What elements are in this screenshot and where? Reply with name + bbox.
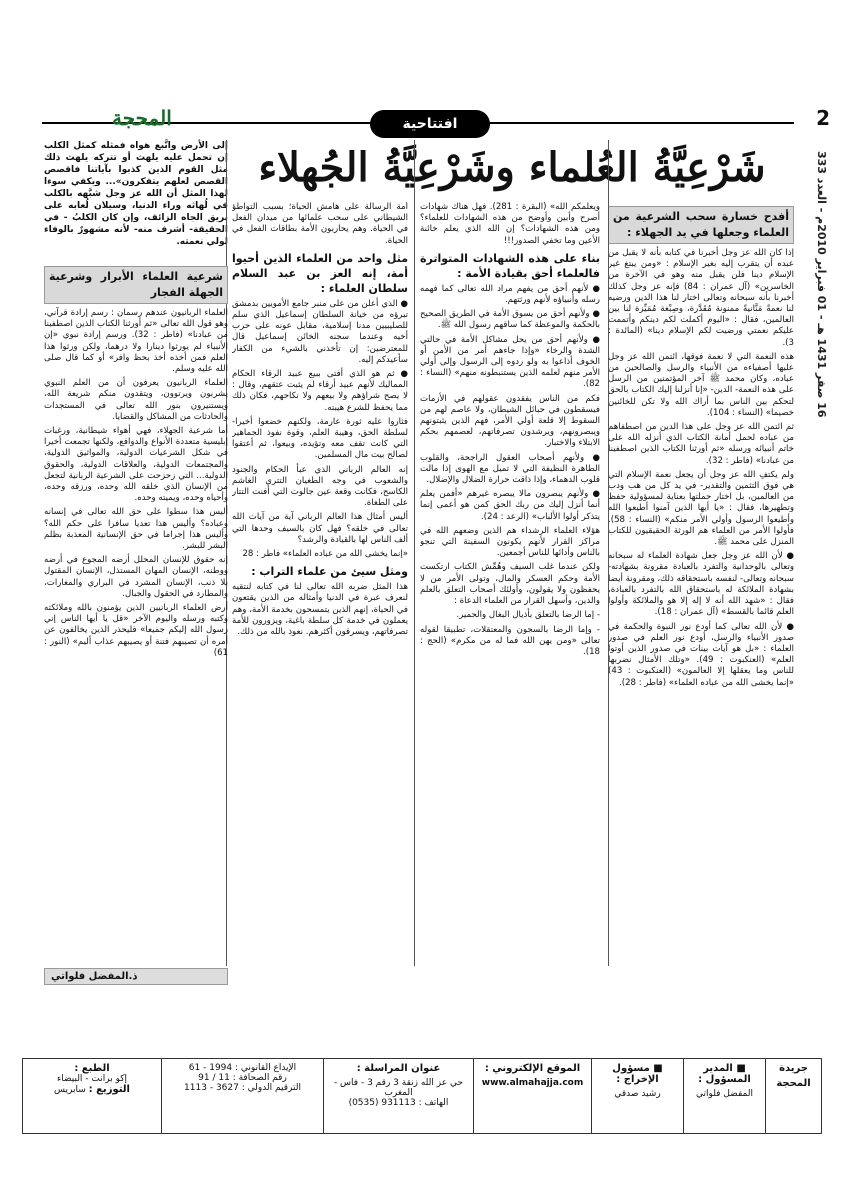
column-2-paragraph: هؤلاء العلماء الرشداء هم الذين وضعهم الله في مراكز القرار لأنهم يكونون السفينة التي تنجو بالناس وأدائها للناس أجمعين. bbox=[420, 525, 600, 559]
column-2-paragraph: ● ولأنهم يبصرون مالا يبصره غيرهم «أفمن يعلم أنما أنزل إليك من ربك الحق كمن هو أعمى إنما يتذكر أولوا الألباب» (الرعد : 24). bbox=[420, 489, 600, 522]
column-1-paragraph: إذا كان الله عز وجل أخبرنا في كتابه بأنه لا يقبل من عبده أن يتقرب إليه بغير الإسلام : «ومن يبتغ غير الإسلام دينا فلن يقبل منه وهو في الآخرة من الخاسرين» (آل عمران : 84) فإنه عز وجل كذلك أخبرنا بأنه سبحانه وتعالى اختار لنا هذا الدين ورضيه لنا نعمةً مَنَّانيةً ممنونة مُقَدَّرة، وصِبْغة مُمَيِّزة لنا بين العالمين، فقال : «اليوم أكملت لكم دينكم وأتممت عليكم نعمتي ورضيت لكم الإسلام دينا» (المائدة : 3). bbox=[608, 248, 794, 348]
column-3-paragraph: إنه العالم الرباني الذي عبأ الحكام والجنود والشعوب في وجه الطغيان التتري الغاشم الكاسح، فكانت وقعة عين جالوت التي أفنت التتار على الطغاة. bbox=[232, 464, 408, 509]
footer-director-label: ■ المدير المسؤول : bbox=[698, 1063, 751, 1085]
footer-legal-deposit: الإيداع القانوني : 1994 - 61 bbox=[188, 1063, 297, 1073]
newspaper-page bbox=[22, 18, 830, 1168]
column-4-box-title: شرعية العلماء الأبرار وشرعية الجهلة الفجار bbox=[44, 266, 228, 304]
column-4-paragraph: أليس هذا سطوا على حق الله تعالى في إنسانه وعباده؟ وأليس هذا تعديا سافرا على حكم الله؟ وأليس هذا إجراما في حق الإنسانية المعذبة بظلم البشر للبشر. bbox=[44, 507, 228, 552]
footer-editor bbox=[591, 1059, 683, 1133]
footer-address bbox=[323, 1059, 473, 1133]
column-1-paragraph: ● لأن الله عز وجل جعل شهادة العلماء له سبحانه وتعالى بالوحدانية والتفرد بالعبادة مقرونة بشهادته- سبحانه وتعالى- لنفسه باستحقاقه ذلك، ومقرونة أيضا بشهادة الملائكة له باستحقاق الله بالتفرد بالعبادة، فقال : «شهد الله أنه لا إله إلا هو والملائكة وأولوا العلم قائما بالقسط» (آل عمران : 18). bbox=[608, 551, 794, 618]
column-2-paragraph: ● ولأنهم أحق من يسوق الأمة في الطريق الصحيح بالحكمة والموعظة كما ساقهم رسول الله ﷺ. bbox=[420, 309, 600, 331]
column-2-paragraph: ● ولأنهم أصحاب العقول الراجحة، والقلوب الطاهرة النظيفة التي لا تميل مع الهوى إذا مالت قلوب الدهماء، وإذا ذاقت حرارة الضلال والإضلال. bbox=[420, 452, 600, 486]
column-2-paragraph: ولكن عندما غلب السيف وهُمِّش الكتاب ارتكست الأمة وحكم العسكر والمال، وتولى الأمر من لا يحفظون ولا يقولون، وأولئك أصحاب التعلق بالعلم والدين، وأسهل القرار من العلماء الدعاة : bbox=[420, 562, 600, 607]
footer-website-label: الموقع الإلكتروني : bbox=[484, 1063, 581, 1074]
column-1-paragraph: هذه النعمة التي لا نعمة فوقها، ائتمن الله عز وجل عليها أصفياءه من الأنبياء والرسل والصالحين من عباده، وكان محمد ﷺ آخر المؤتمنين من الرسل على هذه النعمة- الدين- «إنا أنزلنا إليك الكتاب بالحق لتحكم بين الناس بما أراك الله ولا تكن للخائنين خصيما» (النساء : 104). bbox=[608, 351, 794, 418]
column-1-paragraph: ولم يكتفِ الله عز وجل أن يجعل نعمة الإسلام التي هي فوق التثمين والتقدير- في يد كل من هب ودب من العالمين، بل اختار حملتها بعناية لمسؤولية حفظ وتطهيرها، فقال : «يا أيها الذين آمنوا أطيعوا الله وأطيعوا الرسول وأولي الأمر منكم» (النساء : 58). فأولوا الأمر من العلماء هم الورثة الحقيقيون للكتاب المنزل على محمد ﷺ. bbox=[608, 469, 794, 548]
issue-date-line: 16 صفر 1431 هـ - 01 فبراير 2010م - العدد 333 bbox=[815, 151, 828, 418]
column-4-paragraph: العلماء الربانيون عندهم رسمان : رسم إرادة قرآني، وهو قول الله تعالى «ثم أورثنا الكتاب الذين اصطفينا من عبادنا» (فاطر : 32). ورسم إرادة نبوي «إن الأنبياء لم يورثوا دينارا ولا درهما، ولكن ورثوا هذا العلم فمن أخذه أخذ بحظ وافر» أو كما قال صلى الله عليه وسلم. bbox=[44, 308, 228, 375]
column-3-subtitle: مثل واحد من العلماء الذين أحيوا أمة، إنه العز بن عبد السلام سلطان العلماء : bbox=[232, 251, 408, 295]
column-1 bbox=[608, 202, 794, 962]
column-4 bbox=[44, 262, 228, 962]
column-2-paragraph: - وإما الرضا بالسجون والمعتقلات، تطبيقا لقوله تعالى «ومن يهن الله فما له من مكرم» (الحج : 18). bbox=[420, 624, 600, 657]
footer-printing bbox=[23, 1059, 161, 1133]
footer-director bbox=[683, 1059, 765, 1133]
column-4-paragraph: أما شرعية الجهلاء، فهي أهواء شيطانية، ورغبات إبليسية متعددة الأنواع والدوافع، ولكنها تجمعت أخيرا في شكل الشرعيات الدولية، والمواثيق الدولية، والمجتمعات الدولية، والعلاقات الدولية، والحقوق الدولية... التي زحزحت على الشرعية الربانية لتجعل من الإنسان الذي خلقه الله وحده، ورزقه وحده، وأحياه وحده، ويميته وحده. bbox=[44, 426, 228, 504]
column-4-paragraph: إنه حقوق للإنسان المحلل أرضه المجوع في أرضه ووطنه، الإنسان المهان المستذل، الإنسان المقتول بلا ذنب، الإنسان المشرد في البراري والمغارات، والمطارد في الحقول والجبال. bbox=[44, 555, 228, 599]
footer-printing-label: الطبع : bbox=[74, 1063, 110, 1074]
footer-newspaper-label: جريدة bbox=[779, 1063, 808, 1074]
column-2-paragraph: ● لأنهم أحق من يفهم مراد الله تعالى كما فهمه رسله وأنبياؤه لأنهم ورثتهم. bbox=[420, 283, 600, 306]
column-1-box-title: أفدح خسارة سحب الشرعية من العلماء وجعلها في يد الجهلاء : bbox=[608, 206, 794, 244]
page-number: 2 bbox=[816, 106, 830, 130]
footer-website bbox=[473, 1059, 591, 1133]
footer-website-url[interactable]: www.almahajja.com bbox=[481, 1078, 584, 1088]
footer-phone: الهاتف : 931113 (0535) bbox=[348, 1098, 449, 1108]
footer-distributor: سابريس bbox=[54, 1085, 86, 1095]
author-name: ذ.المفضل فلواتي bbox=[44, 968, 228, 985]
column-2-subtitle: بناء على هذه الشهادات المتواترة فالعلماء أحق بقيادة الأمة : bbox=[420, 251, 600, 280]
footer-address-text: حي عز الله زنقة 3 رقم 3 - فاس - المغرب bbox=[333, 1078, 464, 1098]
column-4-paragraph: أرض العلماء الربانيين الذين يؤمنون بالله وملائكته وكتبه ورسله واليوم الآخر «قل يا أيها الناس إني رسول الله إليكم جميعا» فليحذر الذين يخالفون عن أمره أن تصيبهم فتنة أو يصيبهم عذاب أليم» (النور : 61) bbox=[44, 603, 228, 658]
column-2-paragraph: ويعلمكم الله» (البقرة : 281). فهل هناك شهادات أصرح وأبين وأوضح من هذه الشهادات للعلماء؟ ومن هذه الشهادات؟ إن الله الذي يعلم خائنة الأعين وما تخفي الصدور!!! bbox=[420, 202, 600, 246]
column-3-paragraph: «إنما يخشى الله من عباده العلماء» فاطر : 28 bbox=[242, 549, 408, 560]
column-3-paragraph: هذا المثل ضربه الله تعالى لنا في كتابه لنتقيه لنعرف عبرة في الدنيا وأمثاله من الذين يقتعون في الحياة، إنهم الذين يتمسحون بخدمة الأمة، وهم يعملون في خدمة كل سلطة باغية، ويزورون للأمة تصرفاتهم، ويسرقون أكثرهم. نعوذ بالله من ذلك. bbox=[232, 582, 408, 638]
footer-editor-name: رشيد صدقي bbox=[614, 1089, 661, 1099]
footer-newspaper bbox=[765, 1059, 821, 1133]
column-divider bbox=[608, 140, 609, 966]
column-2-paragraph: ● ولأنهم أحق من يحل مشاكل الأمة في حالتي الشدة والرخاء «وإذا جاءهم أمر من الأمن أو الخوف أذاعوا به ولو ردوه إلى الرسول وإلى أولي الأمر منهم لعلمه الذين يستنبطونه منهم» (النساء : 82). bbox=[420, 334, 600, 390]
footer-printer: إكو برانت - البيضاء bbox=[56, 1074, 128, 1084]
section-label: افتتاحية bbox=[370, 110, 490, 138]
left-intro-text: إلى الأرض واتَّبع هواه فمثله كمثل الكلب إن تحمل عليه يلهث أو تتركه يلهث ذلك مثل القوم الذين كذبوا بآياتنا فاقصص القصص لعلهم يتفكرون»... ويكفي سوءا لهذا المثل أن الله عز وجل شبَّهه بالكلب في لُهاثه وراء الدنيا، وسيلان لُعابه على بريق الجاه الزائف، وإن كان الكلبُ - في الحقيقة- أشرف منه- لأنه مشهورٌ بالوفاء لولي نعمته. bbox=[44, 141, 228, 247]
footer-director-name: المفضل فلواتي bbox=[696, 1089, 753, 1099]
footer-editor-label: ■ مسؤول الإخراج : bbox=[612, 1063, 663, 1085]
column-2-paragraph: فكم من الناس يفقدون عقولهم في الأزمات فيسقطون في حبائل الشيطان، ولا عاصم لهم من السقوط إلا قلعة أولي الأمر، فهم الذين يثبتونهم ويبصرونهم، ويرشدون تصرفاتهم، لعصمهم بحكم الابتلاء والاختبار. bbox=[420, 393, 600, 449]
brand-logo: المحجة bbox=[112, 106, 172, 130]
column-3-paragraph: ● ثم هو الذي أفتى ببيع عبيد الرقاء الحكام المماليك لأنهم عبيد أرقاء لم يثبت عتقهم، وقال : لا يصح شراؤهم ولا بيعهم ولا نكاحهم، فكان ذلك مما يحفظ للشرع هيبته. bbox=[232, 369, 408, 413]
headline: شَرْعِيَّةُ العُلماء وشَرْعِيَّةُ الجُهلاء bbox=[258, 144, 766, 191]
column-1-paragraph: ● لأن الله تعالى كما أودع نور النبوة والحكمة في صدور الأنبياء والرسل، أودع نور العلم في صدور العلماء : «بل هو آيات بينات في صدور الذين أوتوا العلم» (العنكبوت : 49). «وتلك الأمثال نضربها للناس وما يعقلها إلا العالمون» (العنكبوت : 43) «إنما يخشى الله من عباده العلماء» (فاطر : 28). bbox=[608, 621, 794, 688]
footer-issn: الترقيم الدولي : 3627 - 1113 bbox=[184, 1083, 301, 1093]
column-2-paragraph: - إما الرضا بالتعلق بأذيال البغال والحمير. bbox=[456, 610, 600, 621]
column-3-subtitle: ومثل سيئ من علماء التراب : bbox=[251, 565, 408, 579]
column-3-paragraph: فثاروا عليه ثورة عارمة، ولكنهم خضعوا أخيرا- لسلطة الحق، وهيبة العلم، وقوة نفوذ الجماهير التي كانت تقف معه وتؤيده، وبيعوا، ثم أعتقوا لصالح بيت مال المسلمين. bbox=[232, 416, 408, 461]
column-1-paragraph: ثم ائتمن الله عز وجل على هذا الدين من اصطفاهم من عباده لحمل أمانة الكتاب الذي أنزله الله على خاتم أنبيائه ورسله «ثم أورثنا الكتاب الذين اصطفينا من عبادنا» (فاطر : 32). bbox=[608, 422, 794, 466]
footer-press-number: رقم الصحافة : 11 / 91 bbox=[198, 1073, 287, 1083]
column-3-paragraph: أمة الرسالة على هامش الحياة؛ بسبب التواطؤ الشيطاني على سحب علمائها من ميدان الفعل في الحياة. وهم يحاربون الأمة بطاقات الفعل في الحياة. bbox=[232, 202, 408, 246]
column-4-paragraph: العلماء الربانيون يعرفون أن من العلم النبوي يشربون ويرتوون، ويتقدون منكم شريعة الله، ويستنيرون بنور الله تعالى في المستجدات والحادثات من المشاكل والقضايا. bbox=[44, 378, 228, 422]
masthead-footer bbox=[22, 1058, 822, 1134]
column-3-paragraph: ● الذي أعلن من على منبر جامع الأمويين بدمشق تبرؤه من خيانة السلطان إسماعيل الذي سلم للصليبيين مدنا إسلامية، مقابل عونه على حرب أخيه وعندما سجنه الخائن إسماعيل قال للمعترضين: إن تأخذني بالشيء من الكفار سأعيدكم إليه. bbox=[232, 298, 408, 365]
column-2 bbox=[420, 202, 600, 962]
footer-distribution-label: التوزيع : bbox=[88, 1084, 130, 1095]
footer-legal bbox=[161, 1059, 323, 1133]
footer-address-label: عنوان المراسلة : bbox=[356, 1063, 441, 1074]
column-divider bbox=[414, 140, 415, 966]
footer-newspaper-name: المحجة bbox=[776, 1078, 811, 1089]
column-3 bbox=[232, 202, 408, 962]
column-3-paragraph: أليس أمثال هذا العالم الرباني آية من آيات الله تعالى في خلقه؟ فهل كان بالسيف وحدها التي ألف الناس لها بالقيادة والرشد؟ bbox=[232, 512, 408, 545]
